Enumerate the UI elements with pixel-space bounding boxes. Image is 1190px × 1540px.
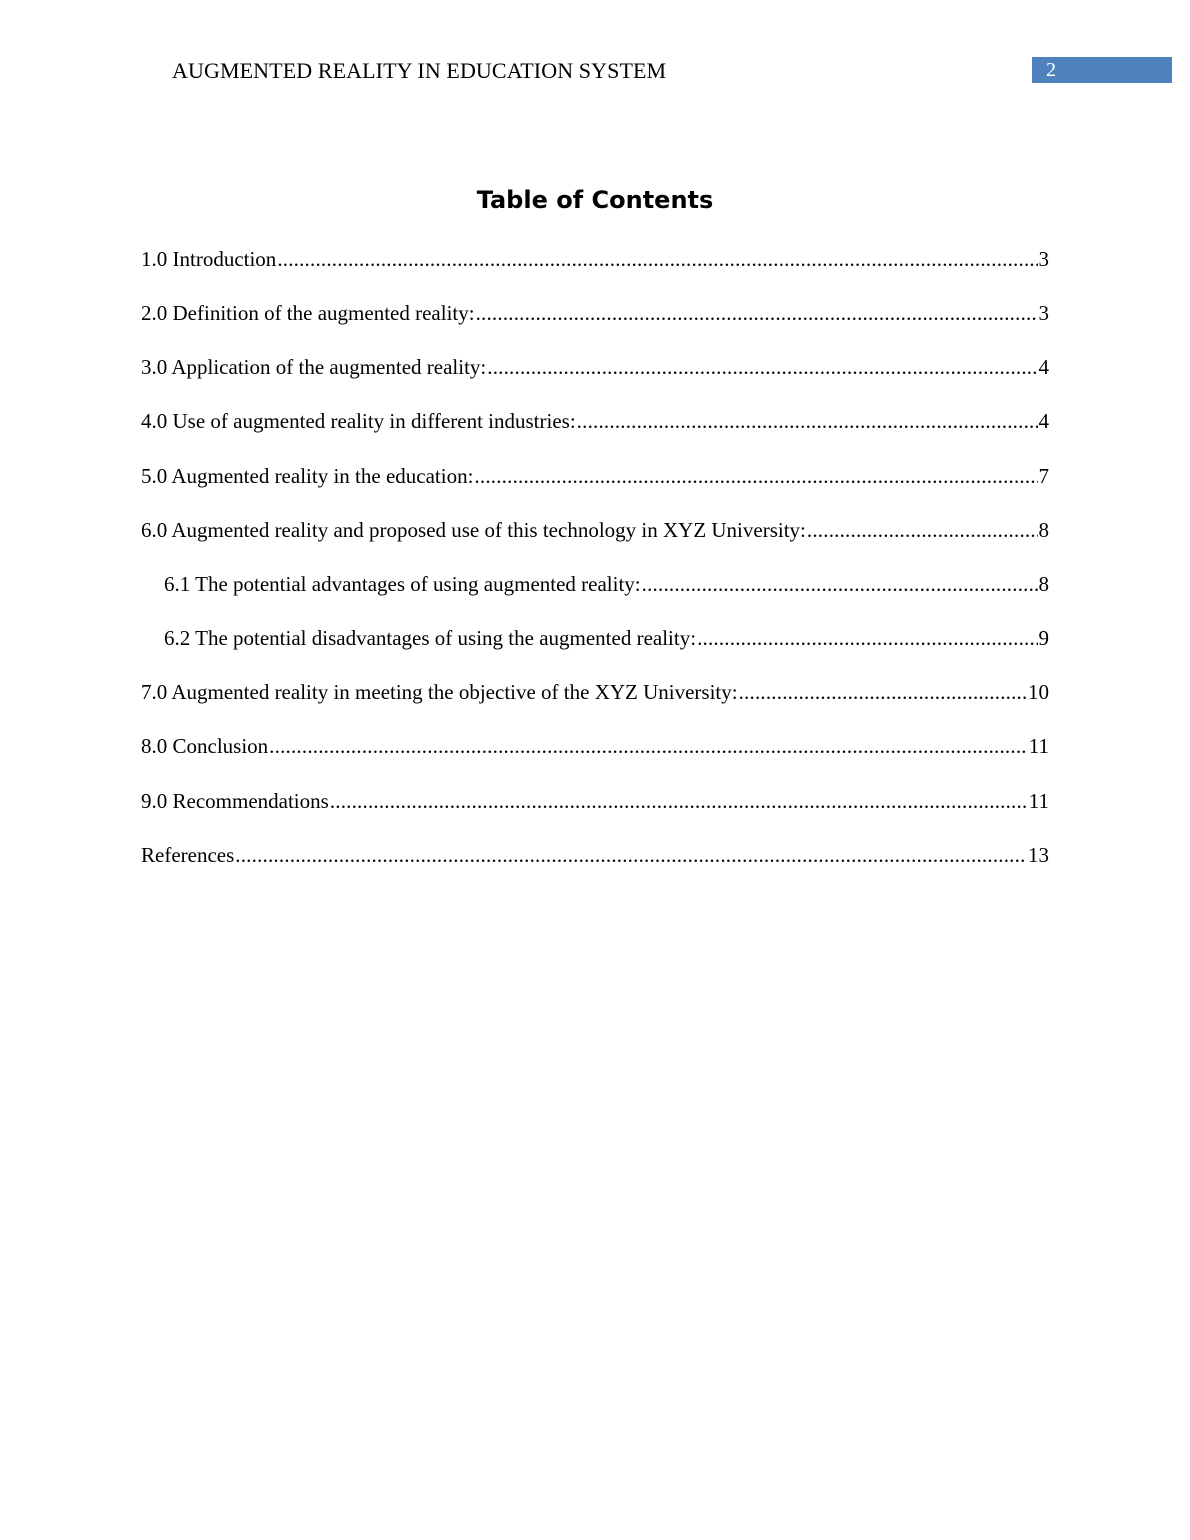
toc-entry-proposed-use[interactable] <box>141 518 1049 546</box>
toc-entry-page: 9 <box>1038 626 1049 650</box>
toc-entry-page: 4 <box>1038 409 1049 433</box>
running-header-title: AUGMENTED REALITY IN EDUCATION SYSTEM <box>172 58 667 83</box>
toc-entry-label: 8.0 Conclusion <box>141 734 269 758</box>
toc-dot-leader <box>277 247 1037 272</box>
toc-dot-leader <box>476 301 1038 326</box>
toc-entry-label: 1.0 Introduction <box>141 247 277 271</box>
toc-entry-page: 3 <box>1038 247 1049 271</box>
toc-entry-label: 6.1 The potential advantages of using augmented reality: <box>164 572 641 596</box>
toc-entry-page: 8 <box>1038 518 1049 542</box>
toc-entry-label: 4.0 Use of augmented reality in different industries: <box>141 409 576 433</box>
toc-entry-page: 7 <box>1038 464 1049 488</box>
page-number-badge: 2 <box>1032 57 1172 83</box>
toc-entry-application[interactable] <box>141 355 1049 383</box>
toc-entry-page: 8 <box>1038 572 1049 596</box>
toc-entry-recommendations[interactable] <box>141 789 1049 817</box>
toc-entry-label: 2.0 Definition of the augmented reality: <box>141 301 475 325</box>
toc-heading: Table of Contents <box>476 186 714 214</box>
toc-entry-page: 11 <box>1028 789 1049 813</box>
toc-entry-objective[interactable] <box>141 680 1049 708</box>
toc-entry-label: 3.0 Application of the augmented reality: <box>141 355 487 379</box>
toc-dot-leader <box>235 843 1027 868</box>
toc-dot-leader <box>269 734 1028 759</box>
toc-entry-label: 6.0 Augmented reality and proposed use of this technology in XYZ University: <box>141 518 806 542</box>
toc-entry-page: 3 <box>1038 301 1049 325</box>
toc-entry-label: 9.0 Recommendations <box>141 789 329 813</box>
toc-entry-references[interactable] <box>141 843 1049 871</box>
toc-dot-leader <box>807 518 1038 543</box>
toc-entry-advantages[interactable] <box>164 572 1049 600</box>
toc-entry-disadvantages[interactable] <box>164 626 1049 654</box>
toc-entry-label: 5.0 Augmented reality in the education: <box>141 464 474 488</box>
toc-entry-page: 13 <box>1028 843 1049 867</box>
toc-dot-leader <box>577 409 1038 434</box>
toc-entry-education[interactable] <box>141 464 1049 492</box>
toc-dot-leader <box>474 464 1037 489</box>
toc-entry-industries[interactable] <box>141 409 1049 437</box>
toc-dot-leader <box>330 789 1028 814</box>
toc-entry-label: 6.2 The potential disadvantages of using the augmented reality: <box>164 626 697 650</box>
toc-entry-definition[interactable] <box>141 301 1049 329</box>
toc-entry-conclusion[interactable] <box>141 734 1049 762</box>
toc-dot-leader <box>487 355 1037 380</box>
toc-entry-label: References <box>141 843 235 867</box>
toc-entry-page: 4 <box>1038 355 1049 379</box>
toc-entry-page: 10 <box>1028 680 1049 704</box>
toc-entry-page: 11 <box>1028 734 1049 758</box>
toc-dot-leader <box>697 626 1037 651</box>
toc-entry-introduction[interactable] <box>141 247 1049 275</box>
toc-entry-label: 7.0 Augmented reality in meeting the objective of the XYZ University: <box>141 680 738 704</box>
toc-dot-leader <box>739 680 1027 705</box>
toc-dot-leader <box>642 572 1038 597</box>
